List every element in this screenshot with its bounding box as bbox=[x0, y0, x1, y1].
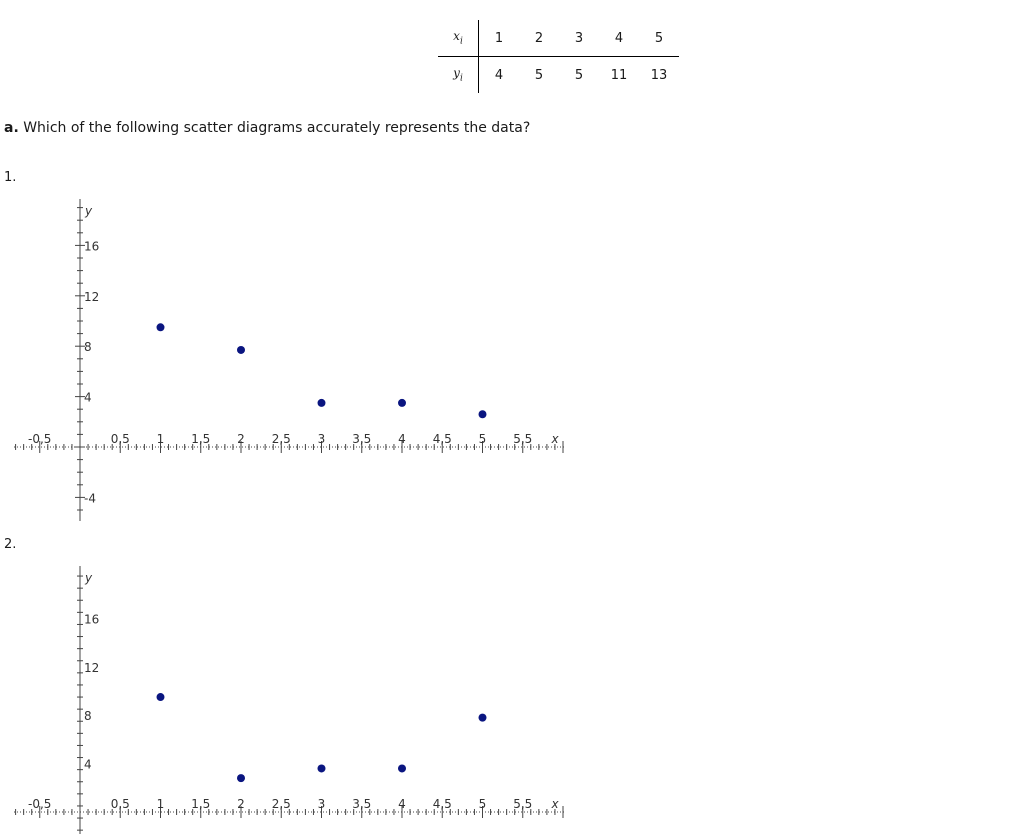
x-tick-label: 0,5 bbox=[110, 432, 130, 446]
y-value-cell: 13 bbox=[650, 67, 668, 83]
data-point bbox=[479, 714, 487, 722]
x-tick-label: 1 bbox=[156, 432, 165, 446]
y-tick-label: 8 bbox=[84, 340, 92, 355]
x-tick-label: 3 bbox=[317, 432, 326, 446]
x-value-cell: 1 bbox=[479, 20, 520, 57]
y-tick-label: 4 bbox=[84, 757, 92, 772]
data-point bbox=[237, 346, 245, 354]
x-tick-label: 4,5 bbox=[432, 432, 452, 446]
x-axis-name: x bbox=[551, 432, 559, 446]
x-tick-label: 1 bbox=[156, 797, 165, 811]
x-tick-label: 4,5 bbox=[432, 797, 452, 811]
y-axis-name: y bbox=[85, 571, 93, 585]
x-value-cell: 5 bbox=[639, 20, 679, 57]
y-tick-label: 4 bbox=[84, 390, 92, 405]
y-header: $y_i$ bbox=[438, 57, 479, 94]
y-value-cell: 5 bbox=[534, 67, 544, 83]
x-tick-label: 4 bbox=[398, 432, 406, 446]
x-tick-label: 5,5 bbox=[513, 432, 533, 446]
y-value-cell: 11 bbox=[610, 67, 628, 83]
x-tick-label: 4 bbox=[398, 797, 406, 811]
data-point bbox=[398, 399, 406, 407]
data-point bbox=[318, 764, 326, 772]
x-tick-label: 2 bbox=[237, 432, 245, 446]
y-tick-label: 8 bbox=[84, 709, 92, 724]
y-value-cell: 5 bbox=[574, 67, 584, 83]
x-axis-name: x bbox=[551, 797, 559, 811]
y-tick-label: 12 bbox=[84, 289, 100, 304]
y-tick-label: -4 bbox=[84, 491, 96, 506]
x-tick-label: 5,5 bbox=[513, 797, 533, 811]
table-row-y bbox=[438, 57, 679, 94]
x-tick-label: 3,5 bbox=[352, 432, 372, 446]
x-tick-label: 5 bbox=[478, 797, 487, 811]
y-value-cell: 4 bbox=[494, 67, 504, 83]
x-tick-label: 2 bbox=[237, 797, 245, 811]
data-point bbox=[479, 410, 487, 418]
x-tick-label: 1,5 bbox=[191, 797, 211, 811]
x-value-cell: 2 bbox=[519, 20, 559, 57]
x-tick-label: 1,5 bbox=[191, 432, 211, 446]
x-tick-label: -0,5 bbox=[28, 797, 52, 811]
scatter-chart-2 bbox=[0, 562, 600, 834]
data-point bbox=[157, 323, 165, 331]
x-tick-label: 5 bbox=[478, 432, 487, 446]
x-value-cell: 3 bbox=[559, 20, 599, 57]
y-axis-name: y bbox=[85, 204, 93, 218]
x-tick-label: -0,5 bbox=[28, 432, 52, 446]
data-point bbox=[157, 693, 165, 701]
data-point bbox=[318, 399, 326, 407]
x-tick-label: 2,5 bbox=[271, 797, 291, 811]
option-number-2: 2. bbox=[4, 537, 17, 552]
y-tick-label: 12 bbox=[84, 660, 100, 675]
x-value-cell: 4 bbox=[599, 20, 639, 57]
data-point bbox=[237, 774, 245, 782]
question-prefix: a. bbox=[4, 120, 19, 136]
x-header: $x_i$ bbox=[438, 20, 479, 57]
x-tick-label: 0,5 bbox=[110, 797, 130, 811]
x-tick-label: 3,5 bbox=[352, 797, 372, 811]
x-tick-label: 3 bbox=[317, 797, 326, 811]
option-number-1: 1. bbox=[4, 170, 17, 185]
y-tick-label: 16 bbox=[84, 612, 100, 627]
data-point bbox=[398, 764, 406, 772]
data-table bbox=[438, 20, 679, 93]
table-row-x bbox=[438, 20, 679, 57]
question-text bbox=[4, 120, 530, 136]
scatter-chart-1 bbox=[0, 195, 600, 525]
question-body: Which of the following scatter diagrams accurately represents the data? bbox=[23, 120, 531, 136]
x-tick-label: 2,5 bbox=[271, 432, 291, 446]
y-tick-label: 16 bbox=[84, 239, 100, 254]
